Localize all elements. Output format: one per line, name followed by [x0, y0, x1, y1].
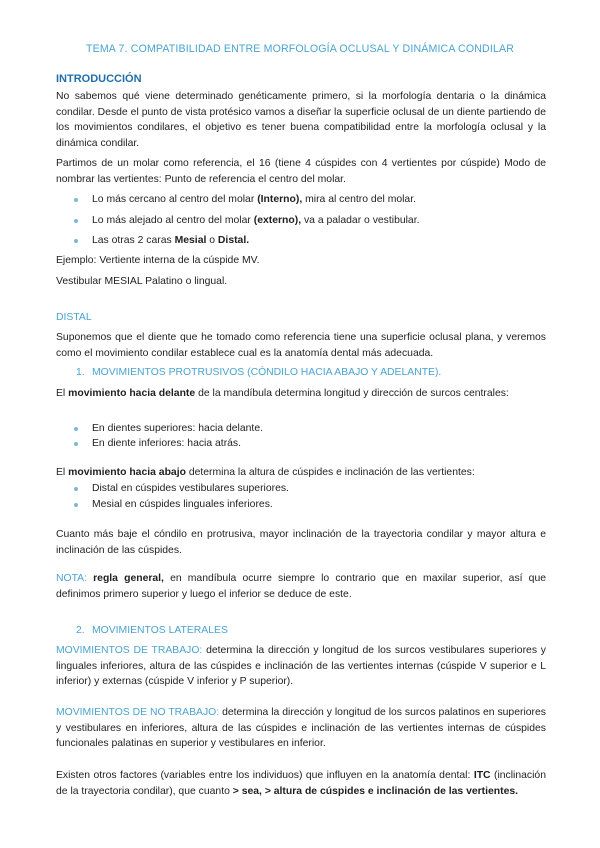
final-paragraph: Existen otros factores (variables entre los individuos) que influyen en la anatomía dental: ITC (inclinación de la trayectoria condilar), que cuanto > sea, > altura de cúspides e inclinación de las vertientes. [56, 770, 546, 797]
distal-paragraph-1: Suponemos que el diente que he tomado como referencia tiene una superficie oclusal plana, y veremos como el movimiento condilar establece cual es la anatomía dental más adecuada. [56, 332, 546, 359]
bullet-icon [74, 427, 78, 431]
example-line-2: Vestibular MESIAL Palatino o lingual. [56, 276, 228, 287]
list-item: Las otras 2 caras Mesial o Distal. [74, 233, 534, 249]
example-line-1: Ejemplo: Vertiente interna de la cúspide MV. [56, 255, 260, 266]
section-heading-laterales: 2. MOVIMIENTOS LATERALES [76, 625, 228, 636]
bullet-icon [74, 219, 78, 223]
intro-paragraph-2: Partimos de un molar como referencia, el 16 (tiene 4 cúspides con 4 vertientes por cúspide) Modo de nombrar las vertientes: Punto de referencia el centro del molar. [56, 158, 546, 185]
list-item: En diente inferiores: hacia atrás. [74, 436, 534, 452]
list-item: Distal en cúspides vestibulares superiores. [74, 481, 534, 497]
distal-heading: DISTAL [56, 312, 92, 323]
hacia-abajo-paragraph: El movimiento hacia abajo determina la altura de cúspides e inclinación de las vertientes: [56, 467, 475, 478]
section-heading-protrusivos: 1. MOVIMIENTOS PROTRUSIVOS (CÓNDILO HACIA ABAJO Y ADELANTE). [76, 367, 442, 378]
list-item: Lo más alejado al centro del molar (externo), va a paladar o vestibular. [74, 213, 534, 229]
bullet-icon [74, 503, 78, 507]
bullet-icon [74, 442, 78, 446]
no-trabajo-paragraph: MOVIMIENTOS DE NO TRABAJO: determina la dirección y longitud de los surcos palatinos en superiores y vestibulares en inferiores, altura de las cúspides e inclinación de las vertientes internas de cúspides funcionales palatinas en superior y vestibulares en inferior. [56, 707, 546, 750]
intro-paragraph-1: No sabemos qué viene determinado genéticamente primero, si la morfología dentaria o la dinámica condilar. Desde el punto de vista protésico vamos a diseñar la superficie oclusal de un diente partiendo de los movimientos condilares, el objetivo es tener buena compatibilidad entre la morfología oclusal y la dinámica condilar. [56, 91, 546, 149]
nota-paragraph: NOTA: regla general, en mandíbula ocurre siempre lo contrario que en maxilar superior, así que definimos primero superior y luego el inferior se deduce de este. [56, 573, 546, 600]
list-item: Mesial en cúspides linguales inferiores. [74, 497, 534, 513]
list-item: En dientes superiores: hacia delante. [74, 421, 534, 437]
protrusivos-paragraph: El movimiento hacia delante de la mandíbula determina longitud y dirección de surcos centrales: [56, 388, 509, 399]
bullet-icon [74, 239, 78, 243]
bullet-icon [74, 487, 78, 491]
protrusiva-paragraph: Cuanto más baje el cóndilo en protrusiva, mayor inclinación de la trayectoria condilar y mayor altura e inclinación de las cúspides. [56, 529, 546, 556]
introduccion-heading: INTRODUCCIÓN [56, 73, 142, 85]
document-title: TEMA 7. COMPATIBILIDAD ENTRE MORFOLOGÍA OCLUSAL Y DINÁMICA CONDILAR [86, 43, 514, 55]
list-item: Lo más cercano al centro del molar (Interno), mira al centro del molar. [74, 192, 534, 208]
bullet-icon [74, 198, 78, 202]
trabajo-paragraph: MOVIMIENTOS DE TRABAJO: determina la dirección y longitud de los surcos vestibulares superiores y linguales inferiores, altura de las cúspides e inclinación de las vertientes internas (cúspide V superior e L inferior) y externas (cúspide V inferior y P superior). [56, 645, 546, 688]
